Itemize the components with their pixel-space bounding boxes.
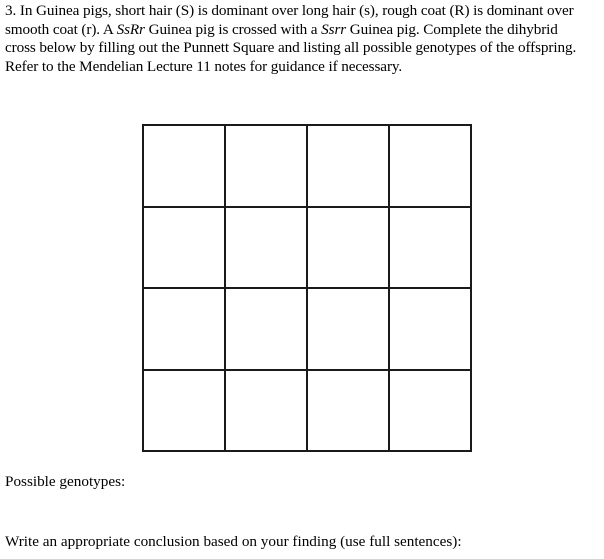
possible-genotypes-label: Possible genotypes: — [5, 473, 126, 490]
parent1-genotype: SsRr — [116, 20, 145, 38]
punnett-cell-4-3[interactable] — [307, 370, 389, 452]
question-line-2-part-c: Guinea pig. Complete the dihybrid — [346, 20, 558, 38]
punnett-square — [142, 124, 472, 452]
punnett-cell-2-3[interactable] — [307, 207, 389, 289]
punnett-cell-1-3[interactable] — [307, 125, 389, 207]
question-line-3: cross below by filling out the Punnett Square and listing all possible genotypes of the offspring. — [5, 39, 577, 56]
punnett-row-1 — [143, 125, 471, 207]
punnett-cell-3-1[interactable] — [143, 288, 225, 370]
conclusion-prompt: Write an appropriate conclusion based on your finding (use full sentences): — [5, 533, 462, 550]
punnett-cell-4-4[interactable] — [389, 370, 471, 452]
punnett-cell-3-3[interactable] — [307, 288, 389, 370]
punnett-cell-2-1[interactable] — [143, 207, 225, 289]
punnett-row-3 — [143, 288, 471, 370]
parent2-genotype: Ssrr — [321, 20, 347, 38]
punnett-cell-1-1[interactable] — [143, 125, 225, 207]
question-line-4: Refer to the Mendelian Lecture 11 notes for guidance if necessary. — [5, 57, 403, 75]
punnett-cell-2-4[interactable] — [389, 207, 471, 289]
punnett-cell-4-1[interactable] — [143, 370, 225, 452]
question-text — [5, 2, 603, 76]
question-line-2-part-b: Guinea pig is crossed with a — [144, 20, 322, 38]
punnett-row-4 — [143, 370, 471, 452]
punnett-row-2 — [143, 207, 471, 289]
punnett-cell-2-2[interactable] — [225, 207, 307, 289]
question-line-2 — [5, 21, 603, 40]
punnett-cell-3-4[interactable] — [389, 288, 471, 370]
question-line-1: 3. In Guinea pigs, short hair (S) is dominant over long hair (s), rough coat (R) is dominant over — [5, 2, 574, 19]
punnett-cell-3-2[interactable] — [225, 288, 307, 370]
punnett-cell-4-2[interactable] — [225, 370, 307, 452]
punnett-cell-1-2[interactable] — [225, 125, 307, 207]
question-line-2-part-a: smooth coat (r). A — [5, 20, 117, 38]
punnett-cell-1-4[interactable] — [389, 125, 471, 207]
